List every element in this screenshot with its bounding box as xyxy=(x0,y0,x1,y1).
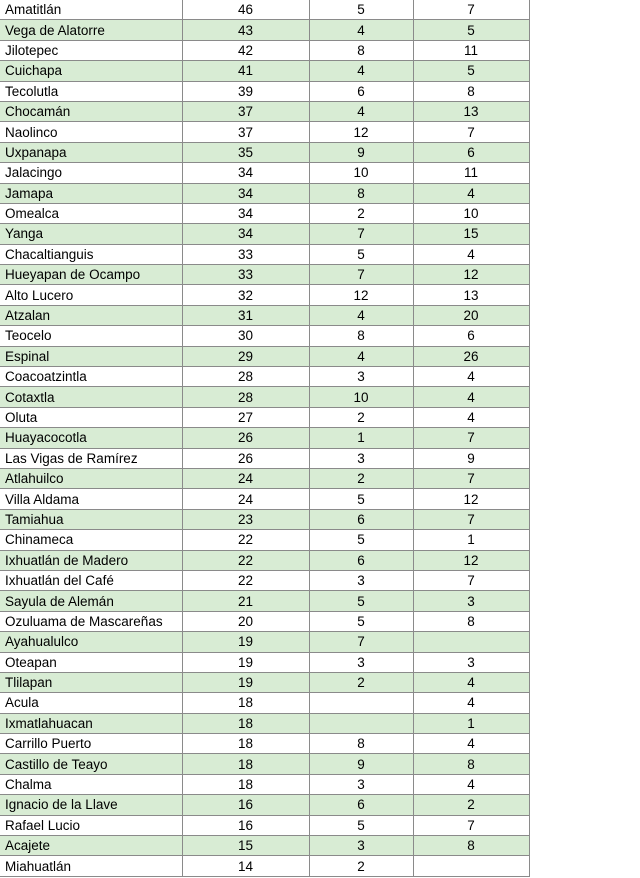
value-cell-3: 12 xyxy=(413,489,529,509)
value-cell-3: 8 xyxy=(413,81,529,101)
table-row xyxy=(0,836,529,856)
table-row xyxy=(0,713,529,733)
value-cell-1: 21 xyxy=(182,591,309,611)
value-cell-3: 13 xyxy=(413,101,529,121)
table-row xyxy=(0,448,529,468)
value-cell-3: 2 xyxy=(413,795,529,815)
table-row xyxy=(0,387,529,407)
value-cell-1: 33 xyxy=(182,244,309,264)
value-cell-1: 28 xyxy=(182,387,309,407)
value-cell-3: 26 xyxy=(413,346,529,366)
table-row xyxy=(0,530,529,550)
municipality-cell: Oteapan xyxy=(0,652,182,672)
municipality-cell: Cuichapa xyxy=(0,61,182,81)
municipality-cell: Atlahuilco xyxy=(0,468,182,488)
value-cell-3: 11 xyxy=(413,163,529,183)
municipality-cell: Miahuatlán xyxy=(0,856,182,876)
table-row xyxy=(0,0,529,20)
value-cell-3: 12 xyxy=(413,265,529,285)
value-cell-2: 3 xyxy=(309,652,413,672)
municipality-cell: Tlilapan xyxy=(0,672,182,692)
value-cell-1: 37 xyxy=(182,101,309,121)
value-cell-2: 12 xyxy=(309,122,413,142)
value-cell-2: 7 xyxy=(309,224,413,244)
value-cell-1: 29 xyxy=(182,346,309,366)
value-cell-3: 4 xyxy=(413,774,529,794)
value-cell-2: 9 xyxy=(309,142,413,162)
value-cell-3: 6 xyxy=(413,142,529,162)
table-row xyxy=(0,183,529,203)
value-cell-1: 16 xyxy=(182,815,309,835)
value-cell-2: 5 xyxy=(309,815,413,835)
municipality-cell: Espinal xyxy=(0,346,182,366)
value-cell-1: 24 xyxy=(182,489,309,509)
value-cell-1: 23 xyxy=(182,509,309,529)
value-cell-2: 6 xyxy=(309,509,413,529)
value-cell-2: 3 xyxy=(309,836,413,856)
value-cell-3: 5 xyxy=(413,20,529,40)
value-cell-2: 10 xyxy=(309,387,413,407)
municipality-cell: Ixhuatlán del Café xyxy=(0,570,182,590)
value-cell-2: 8 xyxy=(309,734,413,754)
table-row xyxy=(0,122,529,142)
value-cell-3: 4 xyxy=(413,367,529,387)
value-cell-3: 4 xyxy=(413,734,529,754)
municipality-cell: Sayula de Alemán xyxy=(0,591,182,611)
table-row xyxy=(0,734,529,754)
table-row xyxy=(0,224,529,244)
table-row xyxy=(0,428,529,448)
value-cell-3: 7 xyxy=(413,428,529,448)
value-cell-2: 7 xyxy=(309,632,413,652)
value-cell-1: 20 xyxy=(182,611,309,631)
municipality-cell: Ixhuatlán de Madero xyxy=(0,550,182,570)
table-row xyxy=(0,570,529,590)
value-cell-3: 4 xyxy=(413,672,529,692)
value-cell-2: 1 xyxy=(309,428,413,448)
value-cell-2: 8 xyxy=(309,183,413,203)
value-cell-1: 15 xyxy=(182,836,309,856)
value-cell-1: 18 xyxy=(182,693,309,713)
value-cell-1: 35 xyxy=(182,142,309,162)
municipality-cell: Tecolutla xyxy=(0,81,182,101)
value-cell-1: 41 xyxy=(182,61,309,81)
value-cell-2: 8 xyxy=(309,40,413,60)
value-cell-1: 26 xyxy=(182,428,309,448)
municipality-cell: Cotaxtla xyxy=(0,387,182,407)
value-cell-3: 7 xyxy=(413,509,529,529)
value-cell-1: 37 xyxy=(182,122,309,142)
table-row xyxy=(0,815,529,835)
value-cell-3: 20 xyxy=(413,305,529,325)
value-cell-2: 5 xyxy=(309,591,413,611)
value-cell-3: 12 xyxy=(413,550,529,570)
value-cell-1: 19 xyxy=(182,632,309,652)
value-cell-3 xyxy=(413,632,529,652)
table-row xyxy=(0,550,529,570)
table-row xyxy=(0,265,529,285)
table-row xyxy=(0,632,529,652)
municipality-cell: Chocamán xyxy=(0,101,182,121)
value-cell-2: 3 xyxy=(309,570,413,590)
table-row xyxy=(0,672,529,692)
municipality-cell: Jamapa xyxy=(0,183,182,203)
value-cell-3: 7 xyxy=(413,0,529,20)
value-cell-1: 14 xyxy=(182,856,309,876)
value-cell-1: 34 xyxy=(182,183,309,203)
value-cell-3: 7 xyxy=(413,122,529,142)
value-cell-2: 3 xyxy=(309,448,413,468)
value-cell-1: 22 xyxy=(182,530,309,550)
value-cell-2: 6 xyxy=(309,795,413,815)
value-cell-2: 7 xyxy=(309,265,413,285)
value-cell-3: 13 xyxy=(413,285,529,305)
municipality-cell: Chalma xyxy=(0,774,182,794)
municipality-cell: Teocelo xyxy=(0,326,182,346)
municipality-cell: Las Vigas de Ramírez xyxy=(0,448,182,468)
municipality-cell: Villa Aldama xyxy=(0,489,182,509)
municipality-cell: Vega de Alatorre xyxy=(0,20,182,40)
value-cell-3: 4 xyxy=(413,693,529,713)
value-cell-1: 22 xyxy=(182,550,309,570)
municipality-cell: Huayacocotla xyxy=(0,428,182,448)
municipality-cell: Oluta xyxy=(0,407,182,427)
value-cell-1: 18 xyxy=(182,734,309,754)
value-cell-3: 11 xyxy=(413,40,529,60)
table-row xyxy=(0,346,529,366)
municipality-cell: Ixmatlahuacan xyxy=(0,713,182,733)
value-cell-2: 5 xyxy=(309,530,413,550)
table-row xyxy=(0,203,529,223)
value-cell-1: 18 xyxy=(182,713,309,733)
table-row xyxy=(0,244,529,264)
value-cell-2: 12 xyxy=(309,285,413,305)
value-cell-1: 30 xyxy=(182,326,309,346)
municipality-cell: Tamiahua xyxy=(0,509,182,529)
municipality-cell: Acajete xyxy=(0,836,182,856)
value-cell-1: 31 xyxy=(182,305,309,325)
table-row xyxy=(0,142,529,162)
value-cell-2: 2 xyxy=(309,468,413,488)
municipality-cell: Uxpanapa xyxy=(0,142,182,162)
value-cell-2: 2 xyxy=(309,203,413,223)
municipality-cell: Alto Lucero xyxy=(0,285,182,305)
table-row xyxy=(0,101,529,121)
value-cell-2: 2 xyxy=(309,856,413,876)
municipality-cell: Omealca xyxy=(0,203,182,223)
table-row xyxy=(0,61,529,81)
municipality-cell: Jalacingo xyxy=(0,163,182,183)
table-row xyxy=(0,326,529,346)
table-row xyxy=(0,40,529,60)
table-row xyxy=(0,774,529,794)
value-cell-3: 1 xyxy=(413,713,529,733)
municipality-cell: Yanga xyxy=(0,224,182,244)
value-cell-3: 7 xyxy=(413,815,529,835)
table-row xyxy=(0,163,529,183)
value-cell-2: 5 xyxy=(309,0,413,20)
value-cell-3 xyxy=(413,856,529,876)
value-cell-2: 8 xyxy=(309,326,413,346)
value-cell-2: 6 xyxy=(309,550,413,570)
table-row xyxy=(0,305,529,325)
value-cell-2: 10 xyxy=(309,163,413,183)
value-cell-1: 22 xyxy=(182,570,309,590)
value-cell-2: 4 xyxy=(309,20,413,40)
value-cell-3: 15 xyxy=(413,224,529,244)
table-row xyxy=(0,489,529,509)
value-cell-3: 8 xyxy=(413,611,529,631)
value-cell-1: 32 xyxy=(182,285,309,305)
value-cell-3: 7 xyxy=(413,468,529,488)
value-cell-2: 4 xyxy=(309,101,413,121)
value-cell-3: 4 xyxy=(413,387,529,407)
value-cell-3: 4 xyxy=(413,407,529,427)
value-cell-3: 9 xyxy=(413,448,529,468)
municipality-cell: Rafael Lucio xyxy=(0,815,182,835)
value-cell-3: 8 xyxy=(413,754,529,774)
municipality-cell: Chinameca xyxy=(0,530,182,550)
value-cell-2: 5 xyxy=(309,244,413,264)
table-row xyxy=(0,591,529,611)
value-cell-1: 46 xyxy=(182,0,309,20)
value-cell-1: 42 xyxy=(182,40,309,60)
value-cell-1: 26 xyxy=(182,448,309,468)
value-cell-3: 1 xyxy=(413,530,529,550)
municipality-cell: Ayahualulco xyxy=(0,632,182,652)
value-cell-3: 4 xyxy=(413,183,529,203)
table-row xyxy=(0,20,529,40)
value-cell-1: 19 xyxy=(182,652,309,672)
value-cell-2: 4 xyxy=(309,61,413,81)
value-cell-1: 27 xyxy=(182,407,309,427)
value-cell-2: 3 xyxy=(309,774,413,794)
value-cell-1: 16 xyxy=(182,795,309,815)
value-cell-1: 28 xyxy=(182,367,309,387)
table-row xyxy=(0,754,529,774)
value-cell-3: 4 xyxy=(413,244,529,264)
value-cell-3: 7 xyxy=(413,570,529,590)
value-cell-2 xyxy=(309,713,413,733)
municipality-cell: Carrillo Puerto xyxy=(0,734,182,754)
value-cell-1: 34 xyxy=(182,163,309,183)
municipality-cell: Jilotepec xyxy=(0,40,182,60)
value-cell-1: 19 xyxy=(182,672,309,692)
value-cell-1: 18 xyxy=(182,754,309,774)
value-cell-2: 6 xyxy=(309,81,413,101)
municipality-cell: Castillo de Teayo xyxy=(0,754,182,774)
value-cell-1: 34 xyxy=(182,203,309,223)
value-cell-1: 39 xyxy=(182,81,309,101)
value-cell-2 xyxy=(309,693,413,713)
value-cell-1: 43 xyxy=(182,20,309,40)
municipality-cell: Naolinco xyxy=(0,122,182,142)
municipality-cell: Ozuluama de Mascareñas xyxy=(0,611,182,631)
municipality-cell: Atzalan xyxy=(0,305,182,325)
value-cell-2: 5 xyxy=(309,611,413,631)
table-row xyxy=(0,652,529,672)
value-cell-2: 9 xyxy=(309,754,413,774)
value-cell-3: 8 xyxy=(413,836,529,856)
value-cell-2: 2 xyxy=(309,407,413,427)
value-cell-1: 18 xyxy=(182,774,309,794)
table-row xyxy=(0,468,529,488)
value-cell-1: 33 xyxy=(182,265,309,285)
table-row xyxy=(0,407,529,427)
municipality-cell: Amatitlán xyxy=(0,0,182,20)
municipality-cell: Coacoatzintla xyxy=(0,367,182,387)
value-cell-3: 6 xyxy=(413,326,529,346)
value-cell-1: 34 xyxy=(182,224,309,244)
table-row xyxy=(0,611,529,631)
value-cell-2: 2 xyxy=(309,672,413,692)
value-cell-3: 5 xyxy=(413,61,529,81)
value-cell-1: 24 xyxy=(182,468,309,488)
value-cell-3: 3 xyxy=(413,652,529,672)
table-row xyxy=(0,795,529,815)
value-cell-3: 10 xyxy=(413,203,529,223)
table-row xyxy=(0,693,529,713)
value-cell-2: 4 xyxy=(309,305,413,325)
table-row xyxy=(0,367,529,387)
table-row xyxy=(0,285,529,305)
value-cell-2: 4 xyxy=(309,346,413,366)
municipality-cell: Ignacio de la Llave xyxy=(0,795,182,815)
table-row xyxy=(0,509,529,529)
table-row xyxy=(0,81,529,101)
table-row xyxy=(0,856,529,876)
value-cell-2: 3 xyxy=(309,367,413,387)
value-cell-3: 3 xyxy=(413,591,529,611)
municipality-cell: Hueyapan de Ocampo xyxy=(0,265,182,285)
municipality-cell: Acula xyxy=(0,693,182,713)
municipality-cell: Chacaltianguis xyxy=(0,244,182,264)
value-cell-2: 5 xyxy=(309,489,413,509)
